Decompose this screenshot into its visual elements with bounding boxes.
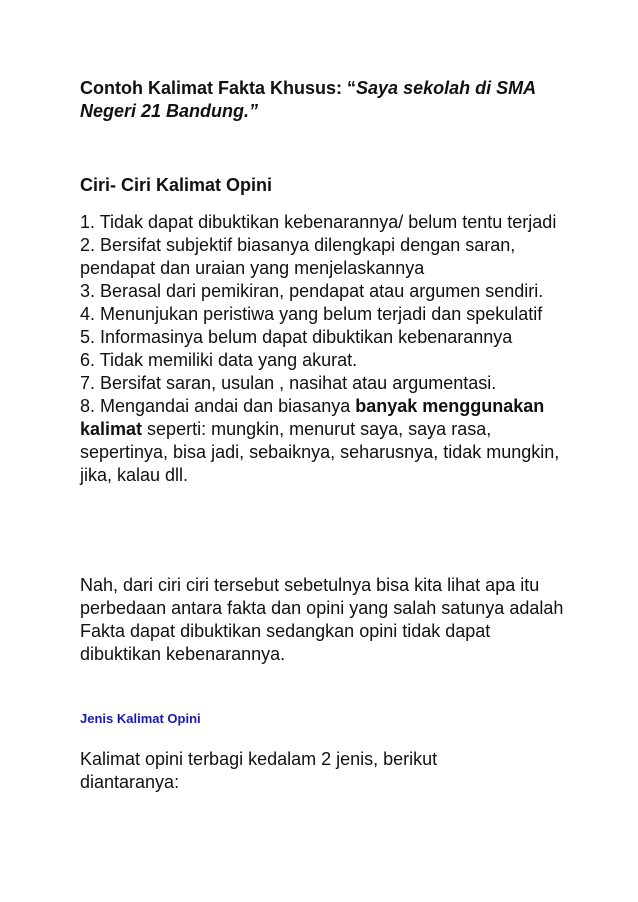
fact-example-label: Contoh Kalimat Fakta Khusus: “ <box>80 78 357 98</box>
list-item: 3. Berasal dari pemikiran, pendapat atau argumen sendiri. <box>80 281 544 301</box>
opinion-types-heading: Jenis Kalimat Opini <box>80 711 201 726</box>
list-item: 5. Informasinya belum dapat dibuktikan kebenarannya <box>80 327 513 347</box>
list-item-8-start: 8. Mengandai andai dan biasanya <box>80 396 356 416</box>
fact-example <box>80 77 560 123</box>
list-item: 7. Bersifat saran, usulan , nasihat atau argumentasi. <box>80 373 497 393</box>
list-item-8-end: seperti: mungkin, menurut saya, saya rasa, sepertinya, bisa jadi, sebaiknya, seharusnya, tidak mungkin, jika, kalau dll. <box>80 419 560 485</box>
opinion-features-heading: Ciri- Ciri Kalimat Opini <box>80 175 273 195</box>
list-item: 2. Bersifat subjektif biasanya dilengkapi dengan saran, pendapat dan uraian yang menjelaskannya <box>80 235 516 278</box>
list-item <box>80 395 575 487</box>
list-item: 1. Tidak dapat dibuktikan kebenarannya/ belum tentu terjadi <box>80 212 557 232</box>
list-item-8-bold: banyak menggunakan kalimat <box>80 396 545 439</box>
list-item: 4. Menunjukan peristiwa yang belum terjadi dan spekulatif <box>80 304 543 324</box>
opinion-features-list <box>80 211 575 487</box>
fact-example-quote: Saya sekolah di SMA Negeri 21 Bandung.” <box>80 78 536 121</box>
opinion-types-intro: Kalimat opini terbagi kedalam 2 jenis, berikut diantaranya: <box>80 749 438 792</box>
summary-paragraph: Nah, dari ciri ciri tersebut sebetulnya bisa kita lihat apa itu perbedaan antara fakta dan opini yang salah satunya adalah Fakta dapat dibuktikan sedangkan opini tidak dapat dibuktikan kebenarannya. <box>80 575 564 664</box>
list-item: 6. Tidak memiliki data yang akurat. <box>80 350 358 370</box>
